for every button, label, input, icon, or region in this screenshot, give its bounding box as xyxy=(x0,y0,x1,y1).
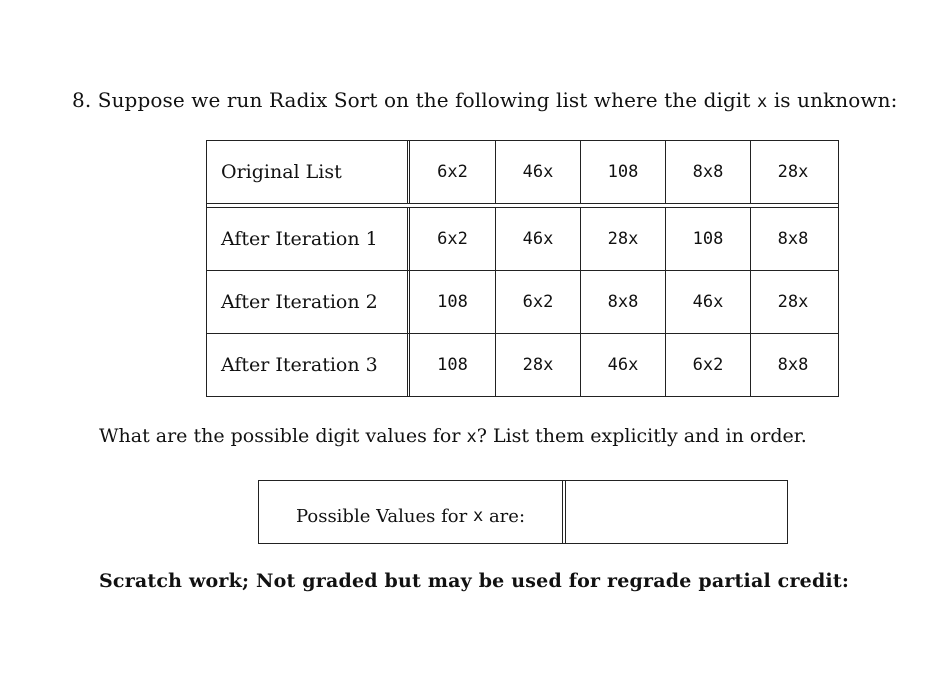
question-text-after: is unknown: xyxy=(773,88,898,112)
question-text-before: Suppose we run Radix Sort on the following list where the digit xyxy=(97,88,751,112)
answer-label-before: Possible Values for xyxy=(295,505,468,527)
answer-label-after: are: xyxy=(488,505,526,527)
table-cell: 46x xyxy=(580,334,665,396)
prompt-text-before: What are the possible digit values for xyxy=(99,425,461,447)
prompt-text xyxy=(99,425,807,447)
table-cell: 28x xyxy=(750,271,835,333)
scratch-work-heading: Scratch work; Not graded but may be used for regrade partial credit: xyxy=(99,570,850,592)
table-cell: 28x xyxy=(750,141,835,203)
table-cell: 46x xyxy=(495,141,580,203)
row-label: After Iteration 2 xyxy=(207,271,410,333)
table-cell: 6x2 xyxy=(665,334,750,396)
table-cell: 28x xyxy=(580,208,665,270)
table-cell: 6x2 xyxy=(437,229,468,249)
prompt-text-after: ? List them explicitly and in order. xyxy=(476,425,807,447)
prompt-variable: x xyxy=(466,427,477,447)
row-label: After Iteration 3 xyxy=(207,334,410,396)
row-label: After Iteration 1 xyxy=(207,208,410,270)
question-variable: x xyxy=(757,92,768,112)
table-row-iteration-1 xyxy=(207,207,838,270)
table-cell: 108 xyxy=(665,208,750,270)
table-row-iteration-3 xyxy=(207,333,838,396)
table-row-iteration-2 xyxy=(207,270,838,333)
question-text xyxy=(72,88,897,112)
answer-label xyxy=(259,481,566,543)
table-cell: 28x xyxy=(495,334,580,396)
table-cell: 6x2 xyxy=(437,162,468,182)
table-cell: 8x8 xyxy=(750,208,835,270)
table-cell: 108 xyxy=(437,292,468,312)
table-cell: 8x8 xyxy=(580,271,665,333)
answer-label-variable: x xyxy=(472,506,484,526)
table-cell: 108 xyxy=(437,355,468,375)
table-cell: 6x2 xyxy=(495,271,580,333)
table-cell: 46x xyxy=(495,208,580,270)
table-cell: 8x8 xyxy=(665,141,750,203)
table-cell: 108 xyxy=(580,141,665,203)
table-cell: 46x xyxy=(665,271,750,333)
row-label: Original List xyxy=(207,141,410,203)
answer-field[interactable] xyxy=(566,481,787,543)
question-number: 8. xyxy=(72,88,92,112)
answer-box xyxy=(258,480,788,544)
table-row-original xyxy=(207,141,838,204)
table-cell: 8x8 xyxy=(750,334,835,396)
radix-sort-table xyxy=(206,140,839,397)
